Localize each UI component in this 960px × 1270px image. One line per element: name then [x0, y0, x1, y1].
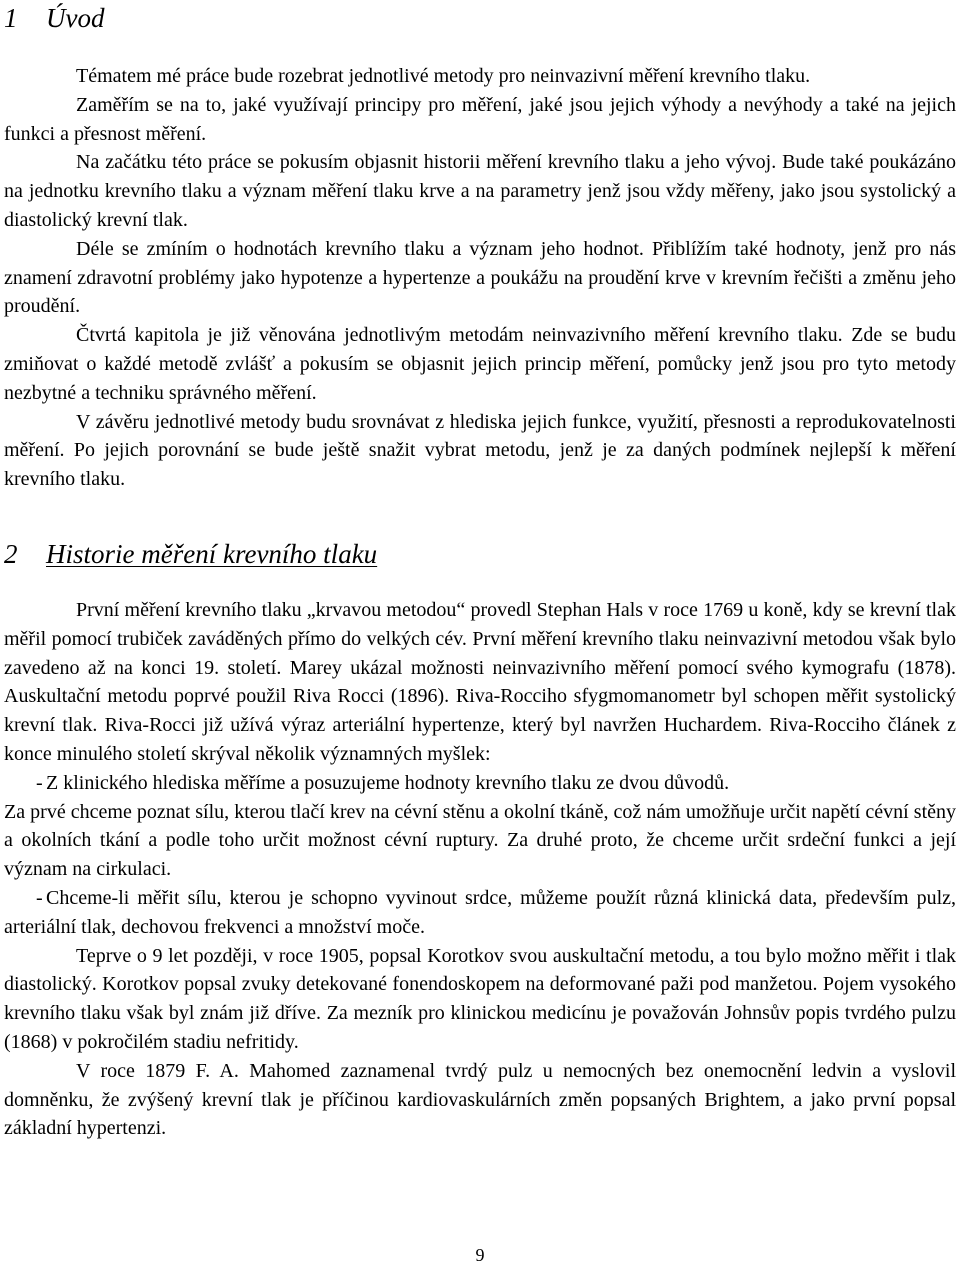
section-2-heading: [4, 538, 377, 570]
paragraph: Teprve o 9 let později, v roce 1905, popsal Korotkov svou auskultační metodu, a tou bylo možno měřit i tlak diastolický. Korotkov popsal zvuky detekované fonendoskopem na deformované paži pod manžetou. Pojem vysokého krevního tlaku však byl znám již dříve. Za mezník pro klinickou medicínu je považován Johnsův popis tvrdého pulzu (1868) v pokročilém stadiu nefritidy.: [4, 944, 956, 1053]
section-1-title: Úvod: [46, 3, 105, 33]
paragraph: Za prvé chceme poznat sílu, kterou tlačí krev na cévní stěnu a okolní tkáně, což nám umožňuje určit napětí cévní stěny a okolních tkání a podle toho určit možnost cévní ruptury. Za druhé proto, že chceme určit srdeční funkci a její význam na cirkulaci.: [4, 800, 956, 881]
list-item: [4, 884, 956, 942]
section-2-body: [4, 596, 956, 1143]
paragraph: V roce 1879 F. A. Mahomed zaznamenal tvrdý pulz u nemocných bez onemocnění ledvin a vyslovil domněnku, že zvýšený krevní tlak je příčinou kardiovaskulárních změn popsaných Brightem, a jako první popsal základní hypertenzi.: [4, 1059, 956, 1140]
paragraph: Na začátku této práce se pokusím objasnit historii měření krevního tlaku a jeho vývoj. Bude také poukázáno na jednotku krevního tlaku a význam měření tlaku krve a na parametry jenž jsou vždy měřeny, jako jsou systolický a diastolický krevní tlak.: [4, 151, 956, 231]
section-1-body: [4, 62, 956, 494]
paragraph: Tématem mé práce bude rozebrat jednotlivé metody pro neinvazivní měření krevního tlaku.: [76, 65, 811, 87]
bullet-dash: -: [36, 886, 43, 909]
page-number: 9: [475, 1245, 485, 1265]
list-item-text: Chceme-li měřit sílu, kterou je schopno vyvinout srdce, můžeme použít různá klinická data, především pulz, arteriální tlak, dechovou frekvenci a množství moče.: [4, 886, 956, 938]
list-item-text: Z klinického hlediska měříme a posuzujeme hodnoty krevního tlaku ze dvou důvodů.: [46, 771, 730, 794]
section-1-number: 1: [4, 3, 18, 33]
bullet-dash: -: [36, 771, 43, 794]
paragraph: V závěru jednotlivé metody budu srovnávat z hlediska jejich funkce, využití, přesnosti a reprodukovatelnosti měření. Po jejich porovnání se bude ještě snažit vybrat metodu, jenž je za daných podmínek nejlepší k měření krevního tlaku.: [4, 410, 956, 491]
section-1-heading: [4, 2, 104, 34]
list-item: [4, 769, 956, 798]
paragraph: Déle se zmíním o hodnotách krevního tlaku a význam jeho hodnot. Přiblížím také hodnoty, jenž pro nás znamení zdravotní problémy jako hypotenze a hypertenze a poukážu na proudění krve v krevním řečišti a změnu jeho proudění.: [4, 237, 956, 318]
section-2-title: Historie měření krevního tlaku: [46, 539, 378, 569]
paragraph: První měření krevního tlaku „krvavou metodou“ provedl Stephan Hals v roce 1769 u koně, kdy se krevní tlak měřil pomocí trubiček zaváděných přímo do velkých cév. První měření krevního tlaku neinvazivní metodou však bylo zavedeno až na konci 19. století. Marey ukázal možnosti neinvazivního měření pomocí svého kymografu (1878). Auskultační metodu poprvé použil Riva Rocci (1896). Riva-Rocciho sfygmomanometr byl schopen měřit systolický krevní tlak. Riva-Rocci již užívá výraz arteriální hypertenze, který byl navržen Huchardem. Riva-Rocciho článek z konce minulého století skrýval několik významných myšlek:: [4, 599, 956, 765]
paragraph: Čtvrtá kapitola je již věnována jednotlivým metodám neinvazivního měření krevního tlaku. Zde se budu zmiňovat o každé metodě zvlášť a pokusím se objasnit jejich princip měření, pomůcky jenž jsou pro tyto metody nezbytné a techniku správného měření.: [4, 324, 956, 404]
section-2-number: 2: [4, 539, 18, 569]
paragraph: Zaměřím se na to, jaké využívají principy pro měření, jaké jsou jejich výhody a nevýhody a také na jejich funkci a přesnost měření.: [4, 93, 956, 145]
